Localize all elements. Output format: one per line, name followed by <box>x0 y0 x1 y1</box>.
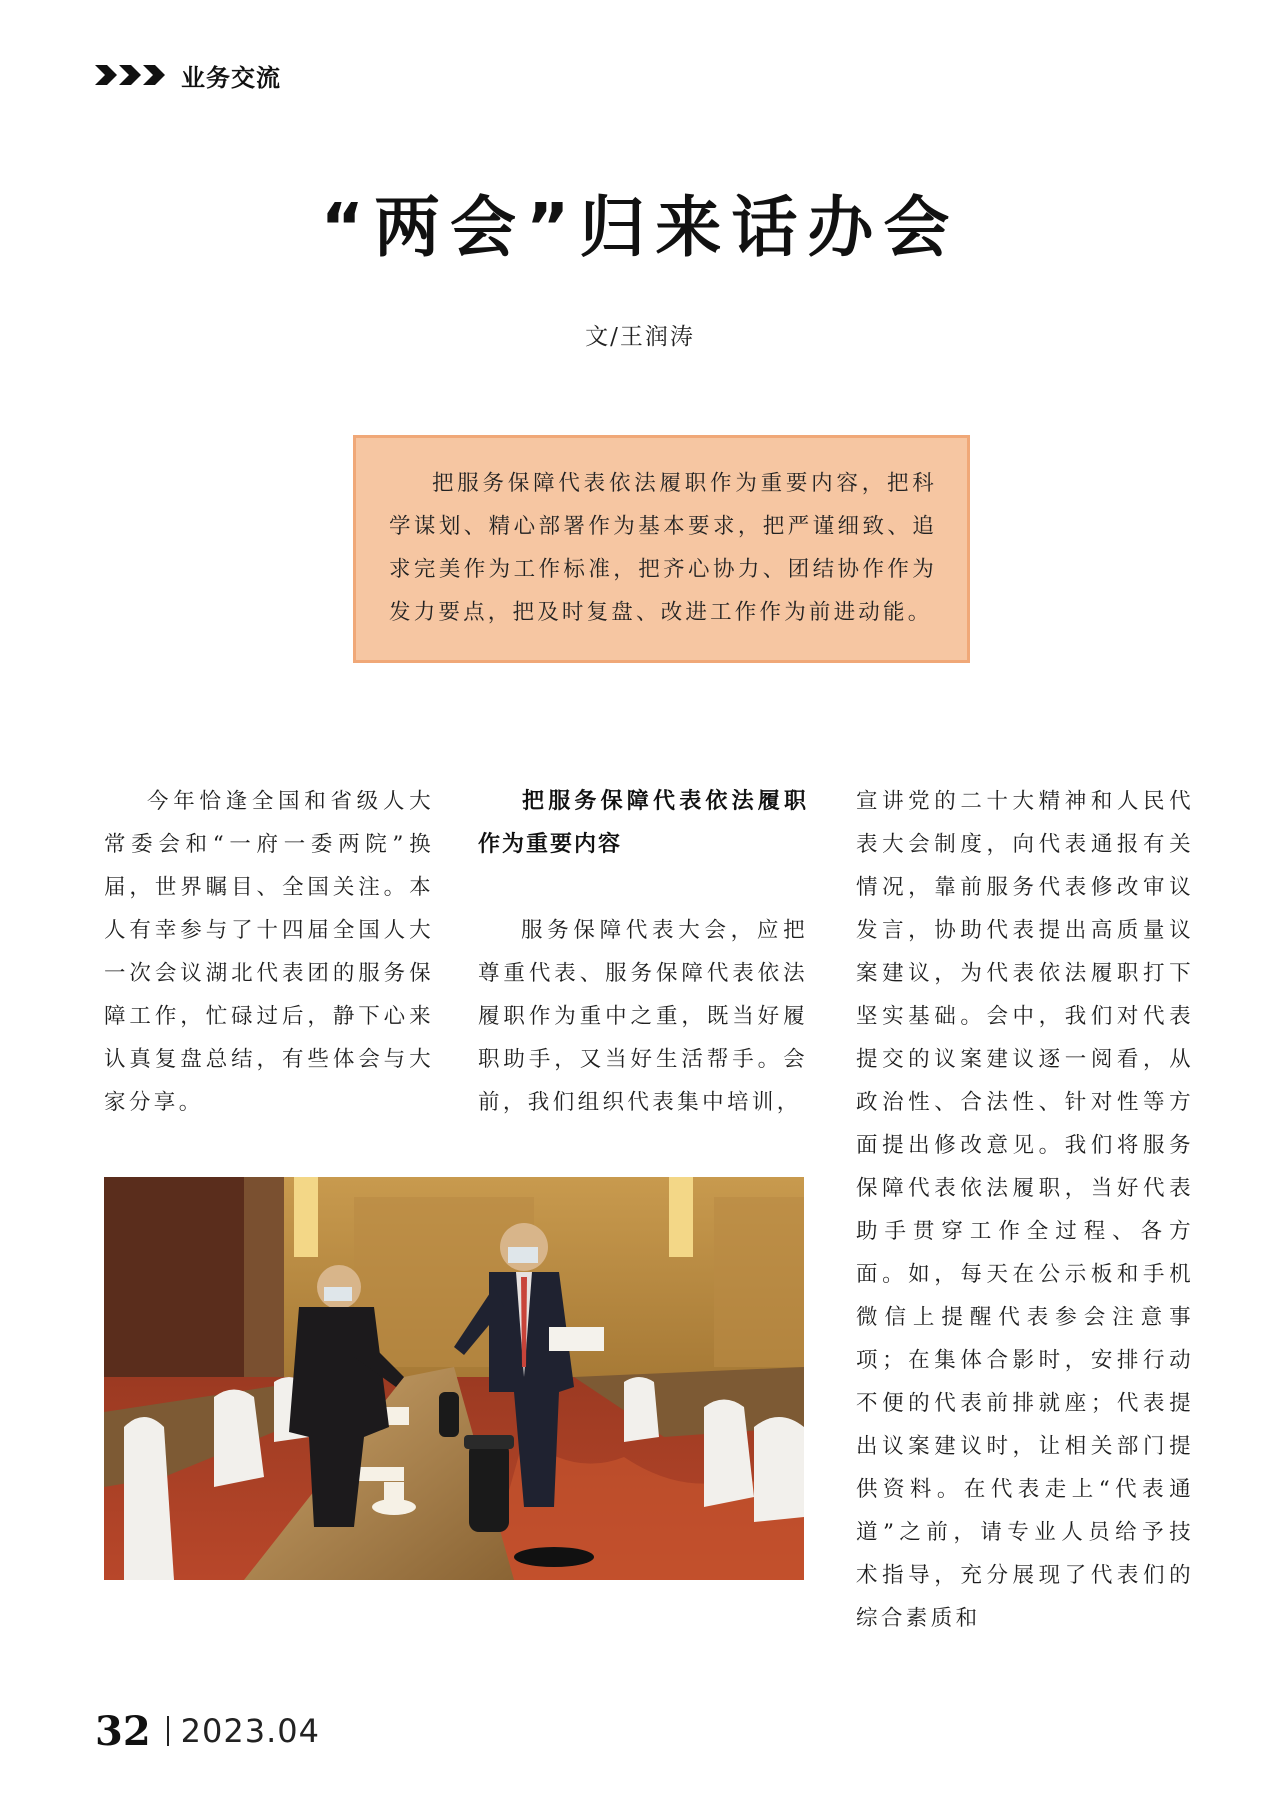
article-title: “两会”归来话办会 <box>320 189 960 266</box>
intro-paragraph: 今年恰逢全国和省级人大常委会和“一府一委两院”换届，世界瞩目、全国关注。本人有幸参与了十四届全国人大一次会议湖北代表团的服务保障工作，忙碌过后，静下心来认真复盘总结，有些体会与大家分享。 <box>104 789 434 1115</box>
triple-chevron-icon <box>95 63 167 87</box>
page-footer <box>95 1705 320 1757</box>
section-header <box>95 58 281 92</box>
column-middle <box>478 780 808 1124</box>
section-body-paragraph: 服务保障代表大会，应把尊重代表、服务保障代表依法履职作为重中之重，既当好履职助手，又当好生活帮手。会前，我们组织代表集中培训， <box>478 918 808 1115</box>
section-continued-paragraph: 宣讲党的二十大精神和人民代表大会制度，向代表通报有关情况，靠前服务代表修改审议发言，协助代表提出高质量议案建议，为代表依法履职打下坚实基础。会中，我们对代表提交的议案建议逐一阅看，从政治性、合法性、针对性等方面提出修改意见。我们将服务保障代表依法履职，当好代表助手贯穿工作全过程、各方面。如，每天在公示板和手机微信上提醒代表参会注意事项；在集体合影时，安排行动不便的代表前排就座；代表提出议案建议时，让相关部门提供资料。在代表走上“代表通道”之前，请专业人员给予技术指导，充分展现了代表们的综合素质和 <box>856 789 1194 1631</box>
footer-divider <box>167 1716 169 1746</box>
article-byline: 文/王润涛 <box>585 324 695 350</box>
issue-date: 2023.04 <box>180 1712 320 1750</box>
section-heading: 把服务保障代表依法履职作为重要内容 <box>478 789 808 857</box>
summary-text: 把服务保障代表依法履职作为重要内容，把科学谋划、精心部署作为基本要求，把严谨细致、追求完美作为工作标准，把齐心协力、团结协作作为发力要点，把及时复盘、改进工作作为前进动能。 <box>389 471 937 625</box>
meeting-room-photo <box>104 1177 804 1580</box>
summary-box <box>353 435 970 663</box>
column-left <box>104 780 434 1124</box>
page-number: 32 <box>95 1707 151 1755</box>
section-label: 业务交流 <box>181 63 281 92</box>
column-right <box>856 780 1194 1640</box>
